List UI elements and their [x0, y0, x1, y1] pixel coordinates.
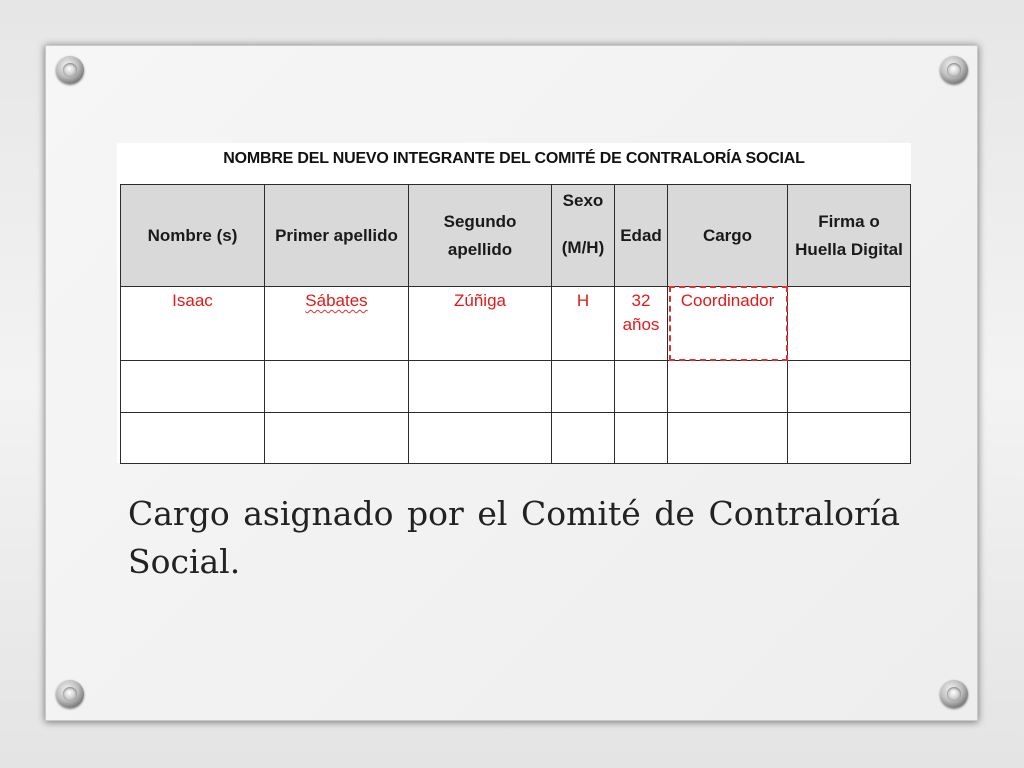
- cargo-value: Coordinador: [680, 291, 775, 310]
- cell-empty: [265, 361, 409, 413]
- cell-empty: [668, 413, 788, 464]
- header-sexo-line1: Sexo: [562, 191, 604, 210]
- rivet-bottom-right-icon: [940, 680, 968, 708]
- cell-empty: [121, 413, 265, 464]
- header-primer-apellido: Primer apellido: [265, 185, 409, 287]
- cell-empty: [788, 413, 911, 464]
- table-header-row: [121, 185, 911, 287]
- slide-caption: Cargo asignado por el Comité de Contraloría Social.: [128, 494, 900, 581]
- edad-unit: años: [622, 315, 660, 334]
- cell-empty: [615, 413, 668, 464]
- rivet-bottom-left-icon: [56, 680, 84, 708]
- cell-empty: [668, 361, 788, 413]
- table-title: NOMBRE DEL NUEVO INTEGRANTE DEL COMITÉ DE CONTRALORÍA SOCIAL: [223, 150, 805, 167]
- cell-nombre: Isaac: [121, 287, 265, 361]
- table-row: [121, 361, 911, 413]
- cell-empty: [615, 361, 668, 413]
- header-cargo: Cargo: [668, 185, 788, 287]
- cell-segundo-apellido: Zúñiga: [409, 287, 552, 361]
- cell-edad: [615, 287, 668, 361]
- header-sexo: [552, 185, 615, 287]
- cell-empty: [121, 361, 265, 413]
- form-table-image: [117, 143, 911, 463]
- cell-empty: [409, 361, 552, 413]
- header-firma: [788, 185, 911, 287]
- edad-number: 32: [631, 291, 651, 310]
- primer-apellido-value: Sábates: [305, 291, 368, 310]
- header-nombre: Nombre (s): [121, 185, 265, 287]
- cell-empty: [265, 413, 409, 464]
- header-segundo-apellido-line2: apellido: [447, 239, 513, 259]
- header-segundo-apellido-line1: Segundo: [443, 211, 517, 231]
- header-segundo-apellido: [409, 185, 552, 287]
- cell-empty: [552, 361, 615, 413]
- member-form-table: [120, 184, 911, 464]
- cell-cargo: [668, 287, 788, 361]
- header-edad: Edad: [615, 185, 668, 287]
- header-sexo-line2: (M/H): [561, 238, 605, 257]
- header-firma-line2: Huella Digital: [795, 239, 903, 259]
- cell-firma: [788, 287, 911, 361]
- table-row: [121, 287, 911, 361]
- rivet-top-right-icon: [940, 56, 968, 84]
- rivet-top-left-icon: [56, 56, 84, 84]
- cell-empty: [788, 361, 911, 413]
- header-firma-line1: Firma o: [818, 211, 880, 231]
- cell-primer-apellido: [265, 287, 409, 361]
- cell-empty: [552, 413, 615, 464]
- table-row: [121, 413, 911, 464]
- cell-sexo: H: [552, 287, 615, 361]
- cell-empty: [409, 413, 552, 464]
